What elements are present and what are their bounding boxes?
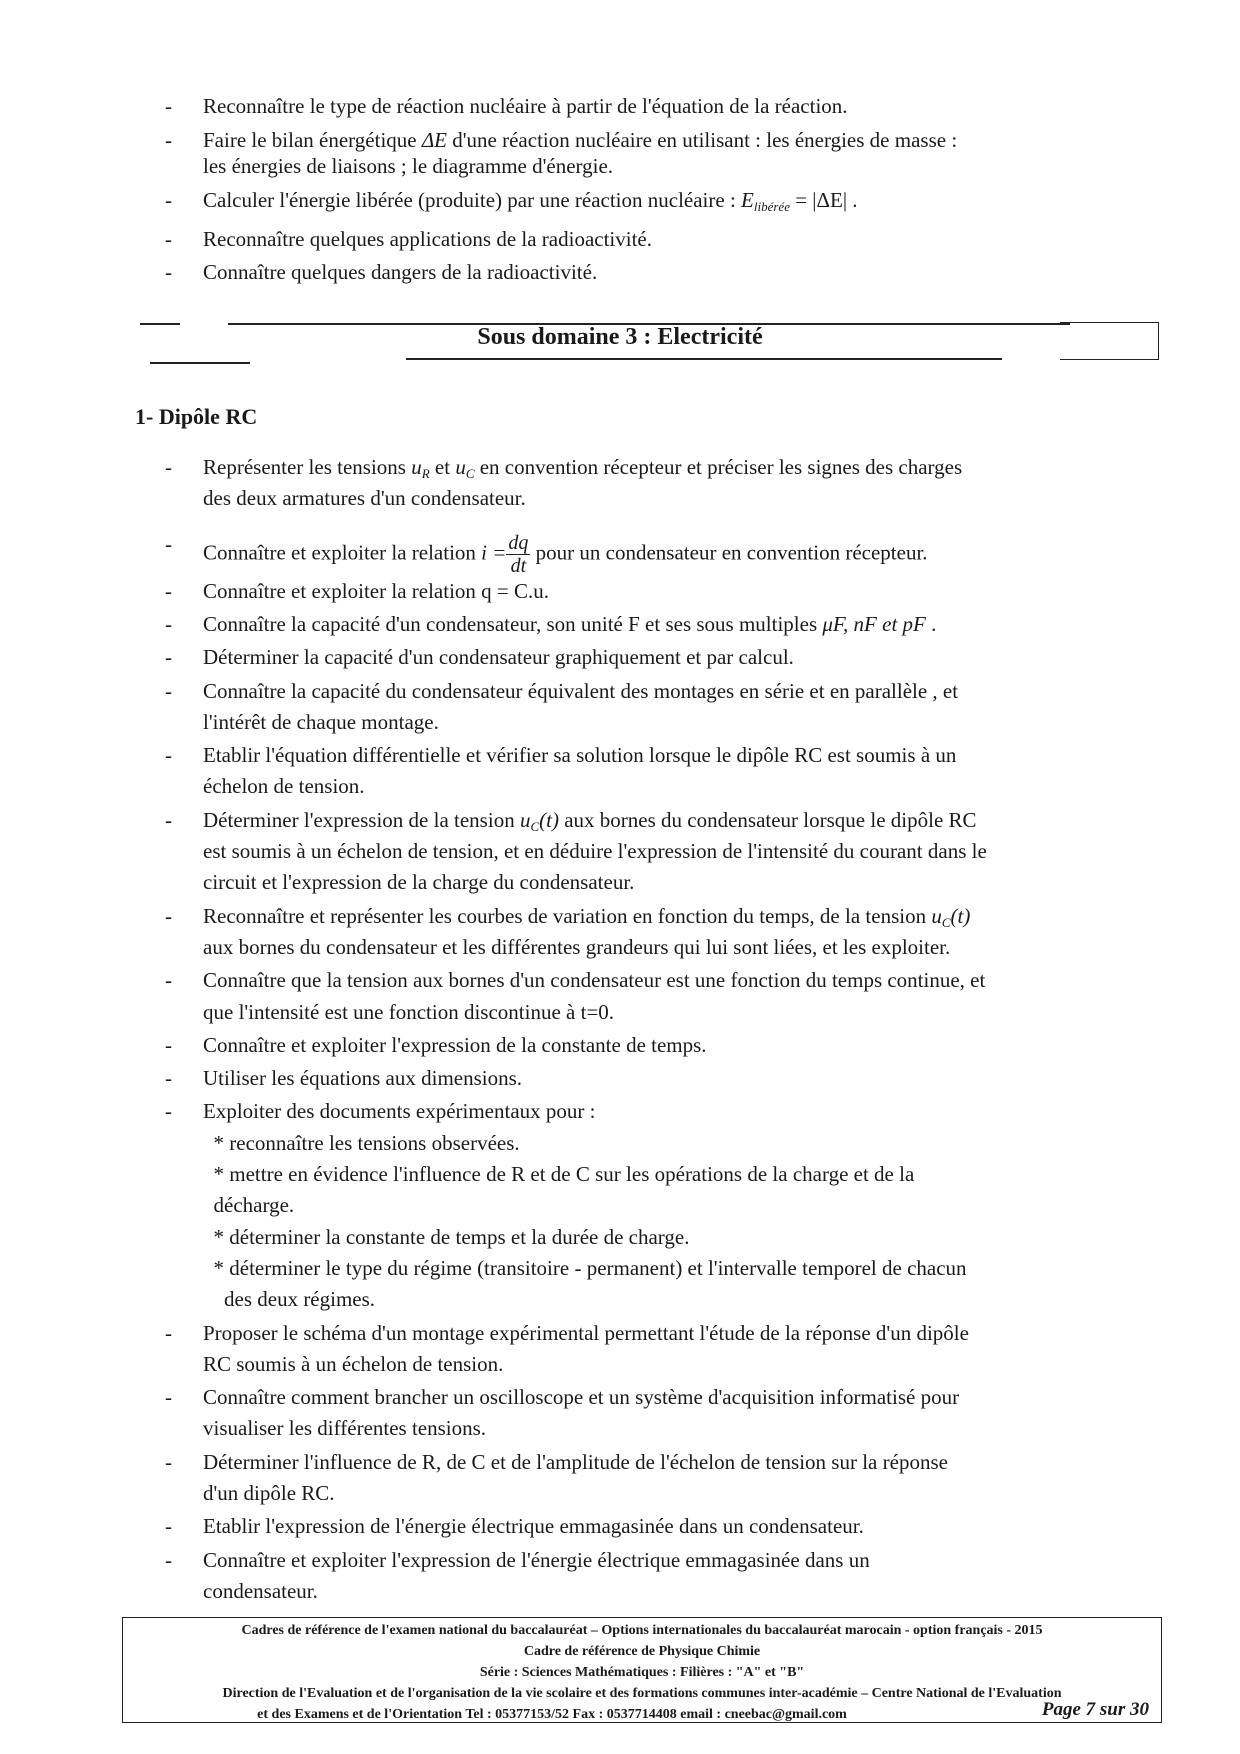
text: condensateur. xyxy=(203,1578,318,1603)
text: Etablir l'équation différentielle et vérifier sa solution lorsque le dipôle RC est soumis à un xyxy=(203,743,957,768)
text-line xyxy=(203,579,549,604)
bullet-dash: - xyxy=(165,128,172,152)
text: Déterminer l'expression de la tension xyxy=(203,807,520,832)
text: Reconnaître le type de réaction nucléaire à partir de l'équation de la réaction. xyxy=(203,94,848,118)
math-expression: u xyxy=(519,807,531,832)
text-line xyxy=(203,154,613,179)
text-line xyxy=(203,870,634,895)
text-line xyxy=(203,612,936,637)
text: * mettre en évidence l'influence de R et de C sur les opérations de la charge et de la xyxy=(203,1162,915,1186)
text-line xyxy=(203,839,987,864)
text: Utiliser les équations aux dimensions. xyxy=(203,1066,523,1091)
text-line xyxy=(203,1193,294,1218)
math-expression: μF, nF et pF xyxy=(822,611,926,636)
bullet-dash: - xyxy=(165,611,172,636)
text: échelon de tension. xyxy=(203,774,365,799)
divider xyxy=(406,358,1002,360)
text-line xyxy=(203,743,956,768)
text-line xyxy=(203,1256,967,1281)
subsection-title: 1- Dipôle RC xyxy=(135,404,258,429)
text: des deux armatures d'un condensateur. xyxy=(203,486,526,511)
text: l'intérêt de chaque montage. xyxy=(203,709,439,734)
text: * déterminer la constante de temps et la durée de charge. xyxy=(203,1224,690,1249)
math-expression: u xyxy=(931,903,942,928)
text: que l'intensité est une fonction discontinue à t=0. xyxy=(203,999,615,1024)
bullet-dash: - xyxy=(165,678,172,703)
text-line xyxy=(203,1481,335,1506)
text: Calculer l'énergie libérée (produite) par une réaction nucléaire : xyxy=(203,188,742,212)
text-line xyxy=(203,260,597,285)
text: Proposer le schéma d'un montage expérimental permettant l'étude de la réponse d'un dipôle xyxy=(203,1320,969,1345)
text-line xyxy=(203,227,652,252)
bullet-dash: - xyxy=(165,188,172,212)
text: pour un condensateur en convention récepteur. xyxy=(530,539,928,564)
text-line xyxy=(203,710,439,735)
math-expression: (t) xyxy=(539,807,559,832)
text-line xyxy=(203,1162,914,1187)
text-line xyxy=(203,94,848,119)
text: Etablir l'expression de l'énergie électrique emmagasinée dans un condensateur. xyxy=(203,1514,864,1539)
text: . xyxy=(925,611,937,636)
bullet-dash: - xyxy=(165,1099,172,1124)
bullet-dash: - xyxy=(165,578,172,603)
bullet-dash: - xyxy=(165,260,172,284)
text: Connaître comment brancher un oscilloscope et un système d'acquisition informatisé pour xyxy=(203,1385,960,1410)
text-line xyxy=(203,1385,959,1410)
text-line xyxy=(203,808,977,835)
bullet-dash: - xyxy=(165,455,172,479)
math-subscript: C xyxy=(530,818,540,834)
footer xyxy=(122,1617,1162,1723)
text: en convention récepteur et préciser les signes des charges xyxy=(474,455,963,479)
text-line xyxy=(203,1099,595,1124)
bullet-dash: - xyxy=(165,227,172,251)
text: RC soumis à un échelon de tension. xyxy=(203,1351,504,1376)
math-expression: ΔE xyxy=(421,128,448,152)
bullet-dash: - xyxy=(165,968,172,993)
text: Connaître et exploiter l'expression de la constante de temps. xyxy=(203,1032,707,1057)
bullet-dash: - xyxy=(165,1385,172,1410)
text-line xyxy=(203,188,858,215)
text-line xyxy=(203,1287,375,1312)
text: est soumis à un échelon de tension, et en déduire l'expression de l'intensité du courant dans le xyxy=(203,839,987,863)
divider xyxy=(150,362,250,364)
text: * reconnaître les tensions observées. xyxy=(203,1130,520,1155)
bullet-dash: - xyxy=(165,94,172,118)
text-line xyxy=(203,1321,969,1346)
math-expression: u xyxy=(411,455,422,479)
text-line xyxy=(203,774,365,799)
text: aux bornes du condensateur et les différentes grandeurs qui lui sont liées, et les exploiter. xyxy=(203,934,951,959)
text: aux bornes du condensateur lorsque le dipôle RC xyxy=(558,807,977,832)
bullet-dash: - xyxy=(165,743,172,768)
text: d'une réaction nucléaire en utilisant : les énergies de masse : xyxy=(447,128,958,152)
bullet-dash: - xyxy=(165,903,172,928)
bullet-dash: - xyxy=(165,1547,172,1572)
text: Déterminer l'influence de R, de C et de l'amplitude de l'échelon de tension sur la réponse xyxy=(203,1449,948,1474)
text: Reconnaître et représenter les courbes de variation en fonction du temps, de la tension xyxy=(203,903,932,928)
text: d'un dipôle RC. xyxy=(203,1481,335,1505)
text-line xyxy=(203,1548,870,1573)
bullet-dash: - xyxy=(165,1032,172,1057)
text-line xyxy=(203,904,970,931)
text-line xyxy=(203,1579,318,1604)
bullet-dash: - xyxy=(165,807,172,832)
math-expression: E xyxy=(741,188,754,212)
text: Faire le bilan énergétique xyxy=(203,128,422,152)
fraction-denominator: dt xyxy=(510,554,527,577)
math-subscript: C xyxy=(941,914,951,930)
text: Connaître et exploiter la relation q = C.u. xyxy=(203,578,549,603)
text: circuit et l'expression de la charge du condensateur. xyxy=(203,870,635,895)
text: et xyxy=(429,455,456,479)
bullet-dash: - xyxy=(165,645,172,670)
text-line xyxy=(203,935,950,960)
text: Connaître et exploiter l'expression de l'énergie électrique emmagasinée dans un xyxy=(203,1547,870,1572)
text: décharge. xyxy=(203,1193,295,1218)
fraction xyxy=(506,532,530,577)
text: Connaître la capacité du condensateur équivalent des montages en série et en parallèle , et xyxy=(203,678,959,703)
page-number: Page 7 sur 30 xyxy=(1041,1699,1149,1720)
bullet-dash: - xyxy=(165,1514,172,1539)
text-line xyxy=(203,486,526,511)
text-line xyxy=(203,1066,522,1091)
text: Exploiter des documents expérimentaux pour : xyxy=(203,1099,596,1124)
footer-line-5: et des Examens et de l'Orientation Tel : 05377153/52 Fax : 0537714408 email : cneebac@gmail.com xyxy=(257,1707,847,1722)
text-line xyxy=(203,455,962,482)
footer-line-3: Série : Sciences Mathématiques : Filières : "A" et "B" xyxy=(479,1665,805,1680)
text: les énergies de liaisons ; le diagramme d'énergie. xyxy=(203,154,614,178)
text: Connaître et exploiter la relation xyxy=(203,539,482,564)
text: = |ΔE| . xyxy=(789,188,858,212)
text: Déterminer la capacité d'un condensateur graphiquement et par calcul. xyxy=(203,645,794,670)
section-title: Sous domaine 3 : Electricité xyxy=(477,324,763,350)
text: * déterminer le type du régime (transitoire - permanent) et l'intervalle temporel de chacun xyxy=(203,1255,967,1280)
text-line xyxy=(203,1225,690,1250)
text-line xyxy=(203,128,957,153)
text-line xyxy=(203,1514,864,1539)
text-line xyxy=(203,1000,614,1025)
text: Connaître que la tension aux bornes d'un condensateur est une fonction du temps continue, et xyxy=(203,968,986,993)
text: Connaître quelques dangers de la radioactivité. xyxy=(203,260,598,284)
bullet-dash: - xyxy=(165,1320,172,1345)
footer-line-2: Cadre de référence de Physique Chimie xyxy=(523,1644,761,1659)
math-expression: i = xyxy=(481,539,507,564)
bullet-dash: - xyxy=(165,531,172,556)
text-line xyxy=(203,968,985,993)
text: visualiser les différentes tensions. xyxy=(203,1416,487,1441)
footer-line-4: Direction de l'Evaluation et de l'organisation de la vie scolaire et des formations communes inter-académie – Centre National de l'Evaluation xyxy=(222,1686,1062,1701)
text-line xyxy=(203,679,958,704)
text-line xyxy=(203,1416,486,1441)
fraction-numerator: dq xyxy=(508,531,529,554)
bullet-dash: - xyxy=(165,1066,172,1091)
text: Reconnaître quelques applications de la radioactivité. xyxy=(203,227,652,251)
text-line xyxy=(203,1131,520,1156)
math-subscript: libérée xyxy=(753,199,790,214)
math-subscript: R xyxy=(421,466,430,481)
footer-line-1: Cadres de référence de l'examen national du baccalauréat – Options internationales du baccalauréat marocain - option français - 2015 xyxy=(241,1623,1043,1638)
text: Représenter les tensions xyxy=(203,455,412,479)
math-expression: (t) xyxy=(950,903,971,928)
bullet-dash: - xyxy=(165,1449,172,1474)
text-line xyxy=(203,645,794,670)
text-line xyxy=(203,532,928,577)
text-line xyxy=(203,1352,503,1377)
text: des deux régimes. xyxy=(203,1287,376,1312)
text: Connaître la capacité d'un condensateur, son unité F et ses sous multiples xyxy=(203,611,823,636)
text-line xyxy=(203,1450,948,1475)
math-expression: u xyxy=(455,455,466,479)
text-line xyxy=(203,1033,707,1058)
math-subscript: C xyxy=(465,466,475,481)
